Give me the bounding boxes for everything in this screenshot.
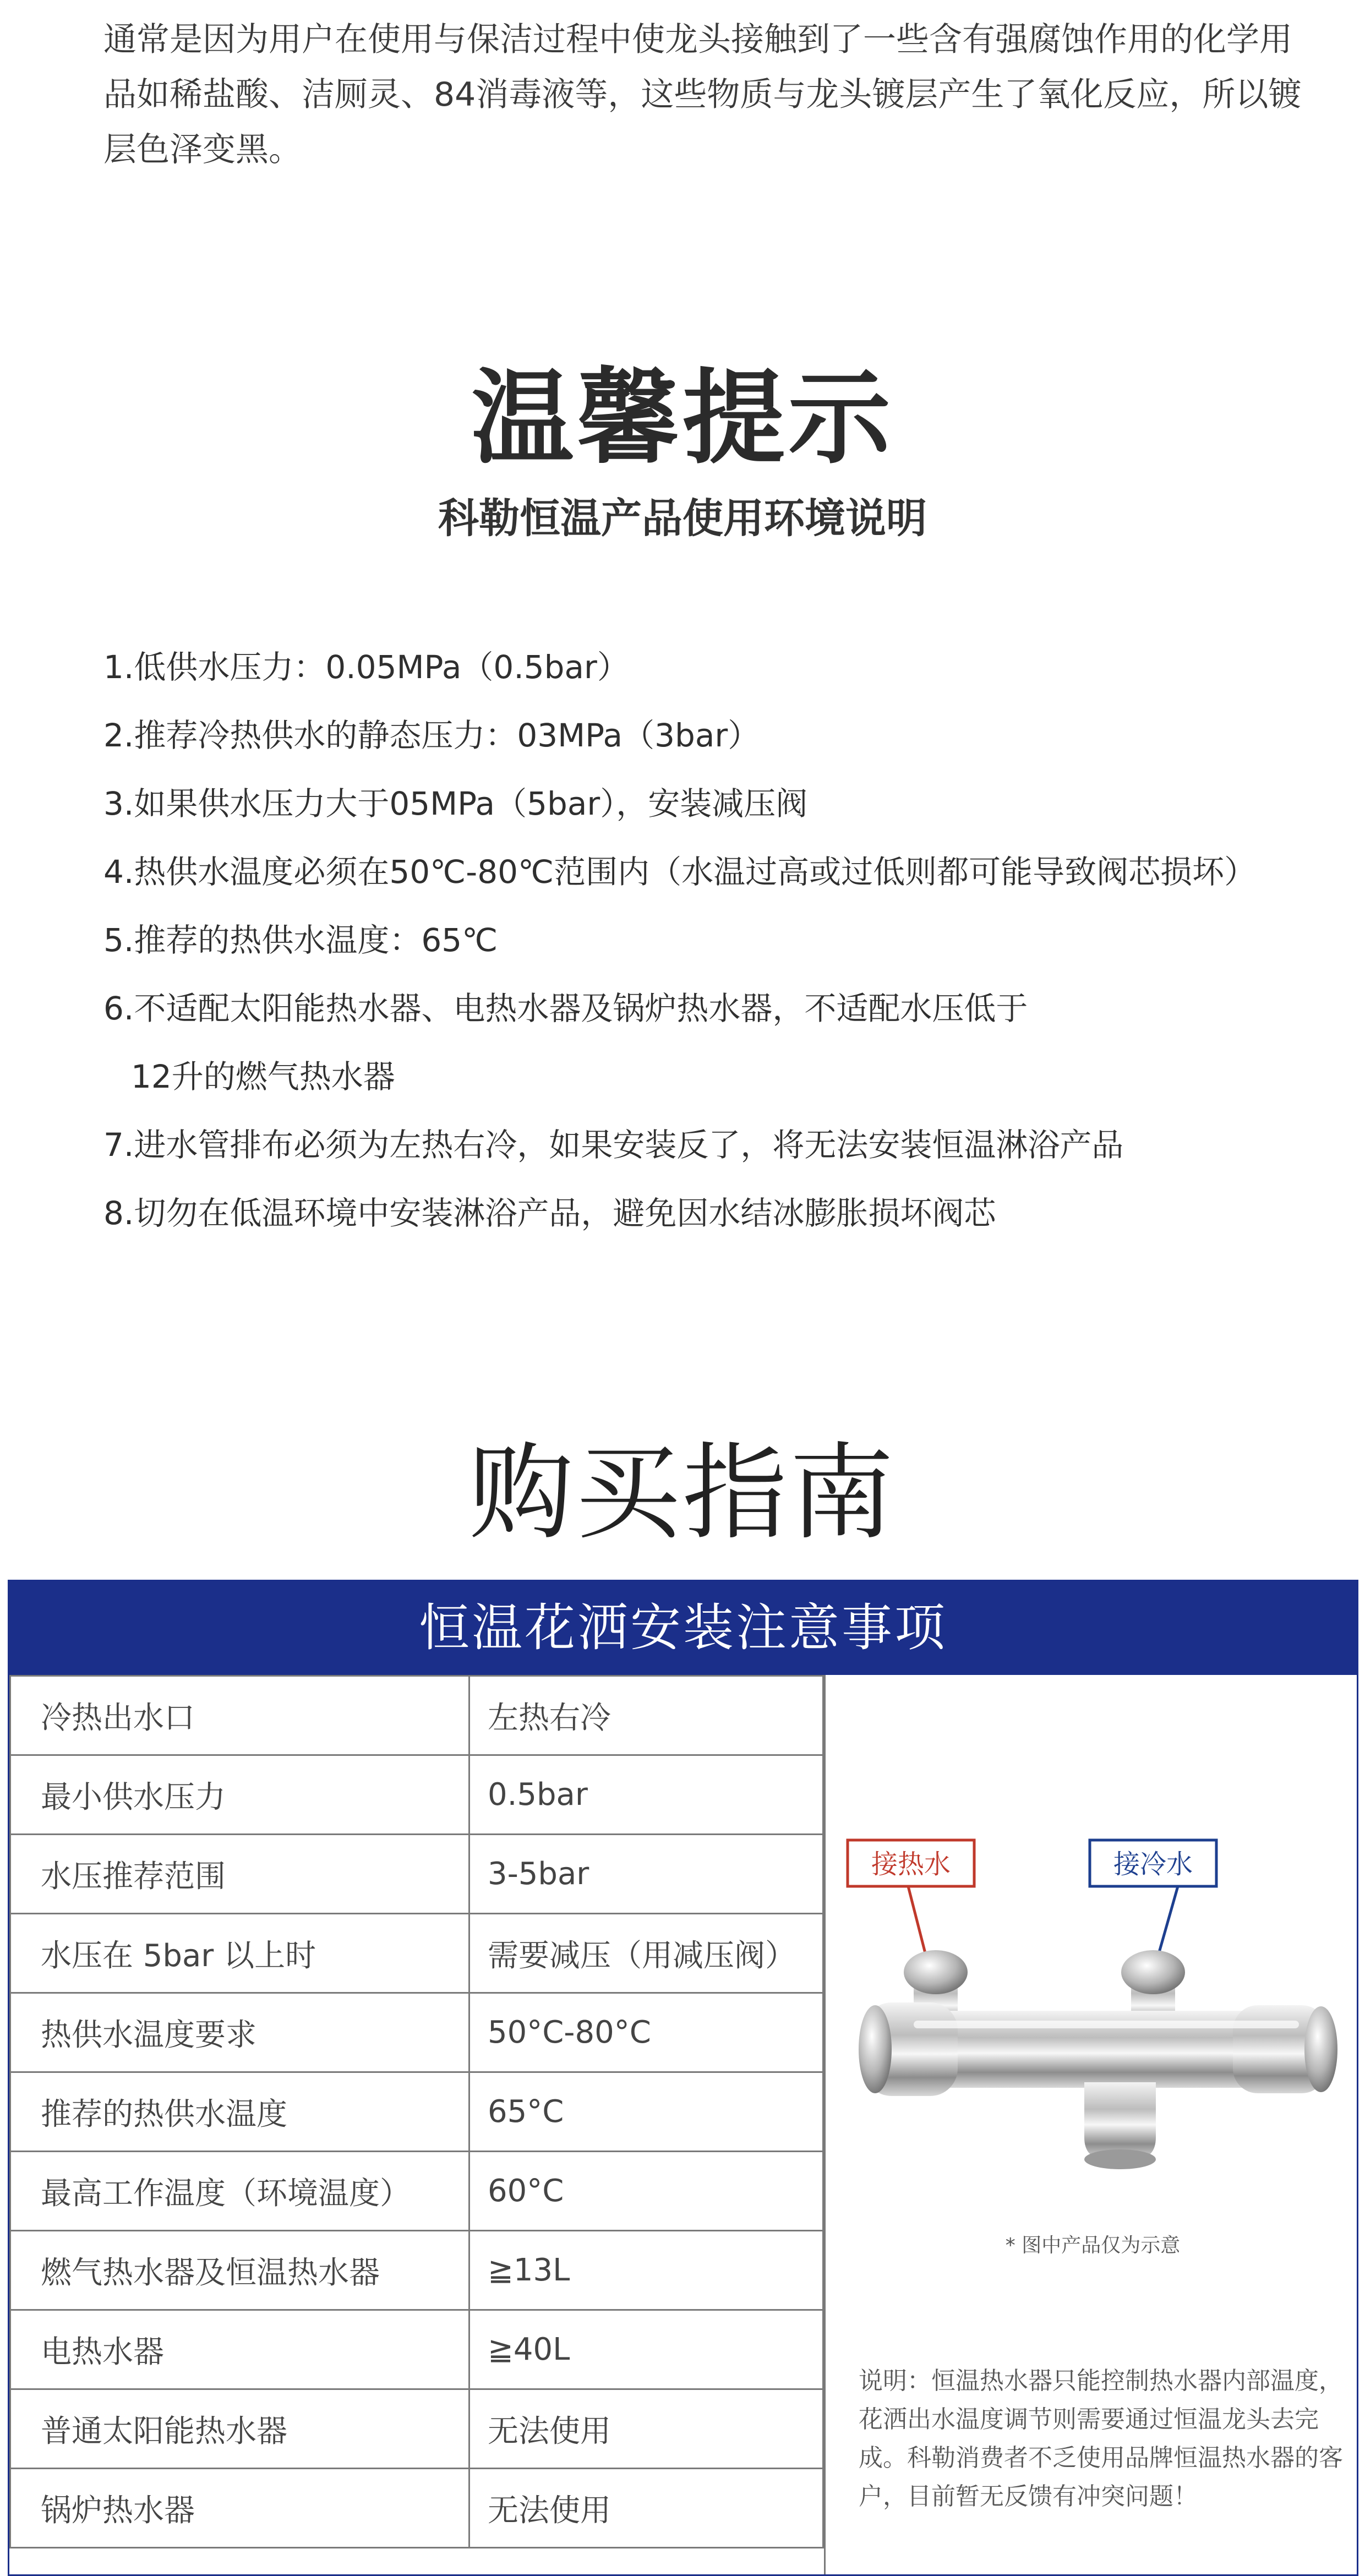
row-label: 热供水温度要求	[10, 1993, 469, 2072]
row-value: 60°C	[469, 2152, 823, 2231]
spec-table	[9, 1675, 824, 2548]
row-value: 需要减压（用减压阀）	[469, 1914, 823, 1993]
install-notes-panel	[8, 1580, 1358, 2576]
tip-item: 1.低供水压力：0.05MPa（0.5bar）	[103, 648, 629, 686]
image-disclaimer: * 图中产品仅为示意	[1005, 2234, 1181, 2257]
table-row	[10, 2072, 823, 2152]
explanation-note: 说明：恒温热水器只能控制热水器内部温度，花洒出水温度调节则需要通过恒温龙头去完成。科勒消费者不乏使用品牌恒温热水器的客户，目前暂无反馈有冲突问题！	[859, 2367, 1343, 2510]
tip-item: 3.如果供水压力大于05MPa（5bar），安装减压阀	[103, 785, 808, 822]
table-row	[10, 1835, 823, 1914]
guide-title: 购买指南	[468, 1432, 896, 1554]
table-row	[10, 1993, 823, 2072]
row-label: 水压推荐范围	[10, 1835, 469, 1914]
hot-water-label: 接热水	[871, 1849, 951, 1880]
tip-item: 8.切勿在低温环境中安装淋浴产品，避免因水结冰膨胀损坏阀芯	[103, 1194, 996, 1232]
table-row	[10, 1676, 823, 1755]
row-value: ≧40L	[469, 2310, 823, 2389]
panel-title: 恒温花洒安装注意事项	[9, 1581, 1357, 1675]
cold-water-label: 接冷水	[1113, 1849, 1193, 1880]
product-side-panel	[824, 1675, 1357, 2574]
tip-item: 2.推荐冷热供水的静态压力：03MPa（3bar）	[103, 717, 760, 754]
row-label: 普通太阳能热水器	[10, 2389, 469, 2469]
table-row	[10, 2469, 823, 2548]
tip-item: 6.不适配太阳能热水器、电热水器及锅炉热水器，不适配水压低于	[103, 990, 1028, 1027]
row-value: 3-5bar	[469, 1835, 823, 1914]
row-value: 50°C-80°C	[469, 1993, 823, 2072]
tip-item: 5.推荐的热供水温度：65℃	[103, 921, 498, 959]
row-label: 电热水器	[10, 2310, 469, 2389]
row-label: 最小供水压力	[10, 1755, 469, 1835]
tips-list	[103, 633, 1347, 1247]
row-value: 无法使用	[469, 2389, 823, 2469]
tips-subtitle: 科勒恒温产品使用环境说明	[438, 495, 927, 542]
table-row	[10, 1914, 823, 1993]
row-label: 水压在 5bar 以上时	[10, 1914, 469, 1993]
table-row	[10, 2389, 823, 2469]
row-label: 燃气热水器及恒温热水器	[10, 2231, 469, 2310]
intro-paragraph: 通常是因为用户在使用与保洁过程中使龙头接触到了一些含有强腐蚀作用的化学用品如稀盐酸、洁厕灵、84消毒液等，这些物质与龙头镀层产生了氧化反应，所以镀层色泽变黑。	[103, 20, 1302, 169]
row-value: ≧13L	[469, 2231, 823, 2310]
thermostatic-faucet-image	[826, 1675, 1360, 2225]
tip-item-continued: 12升的燃气热水器	[131, 1058, 395, 1095]
row-value: 0.5bar	[469, 1755, 823, 1835]
table-row	[10, 2310, 823, 2389]
row-value: 无法使用	[469, 2469, 823, 2548]
row-label: 推荐的热供水温度	[10, 2072, 469, 2152]
table-row	[10, 2231, 823, 2310]
tips-title: 温馨提示	[471, 358, 894, 478]
row-value: 65°C	[469, 2072, 823, 2152]
row-label: 锅炉热水器	[10, 2469, 469, 2548]
row-label: 冷热出水口	[10, 1676, 469, 1755]
row-label: 最高工作温度（环境温度）	[10, 2152, 469, 2231]
table-row	[10, 1755, 823, 1835]
table-row	[10, 2152, 823, 2231]
tip-item: 7.进水管排布必须为左热右冷，如果安装反了，将无法安装恒温淋浴产品	[103, 1126, 1124, 1164]
row-value: 左热右冷	[469, 1676, 823, 1755]
tip-item: 4.热供水温度必须在50℃-80℃范围内（水温过高或过低则都可能导致阀芯损坏）	[103, 853, 1257, 891]
